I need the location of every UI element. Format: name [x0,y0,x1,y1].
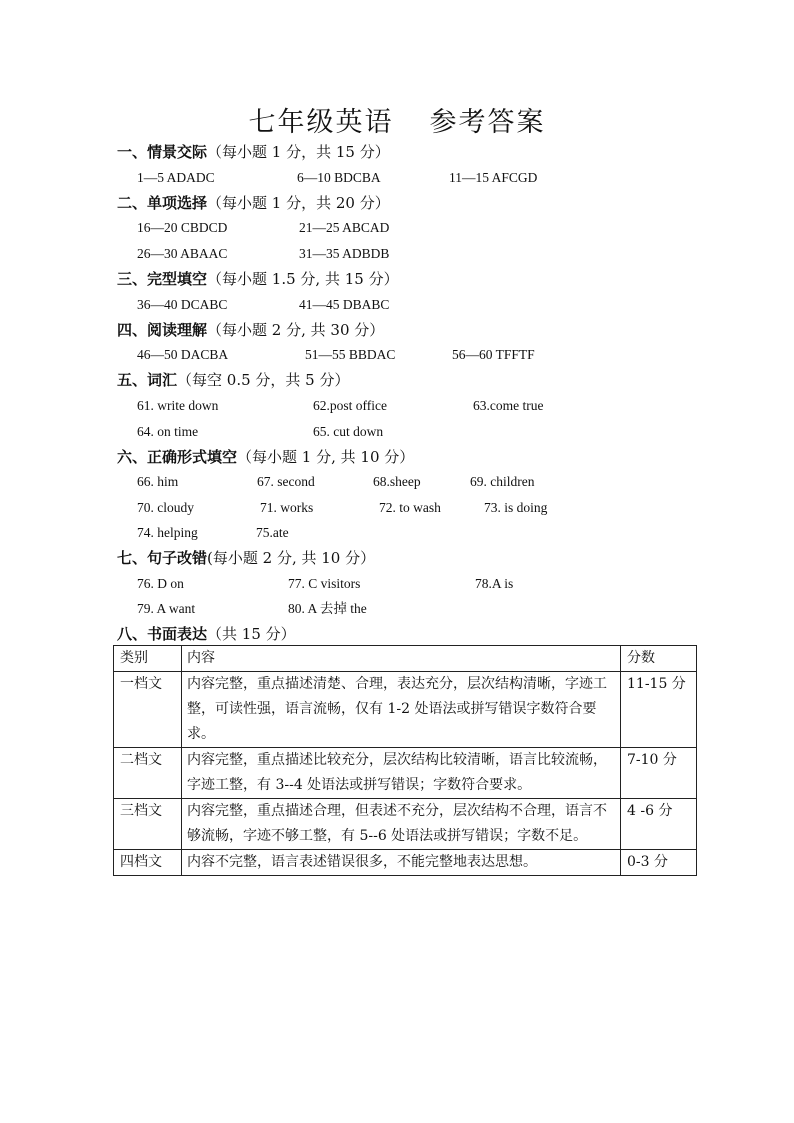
row-content: 内容完整，重点描述比较充分，层次结构比较清晰，语言比较流畅，字迹工整，有 3--4 处语法或拼写错误；字数符合要求。 [182,748,621,799]
row-level: 四档文 [114,850,182,876]
answer-62: 62.post office [313,398,387,413]
answer-68: 68.sheep [373,474,421,489]
answer-80: 80. A 去掉 the [288,601,367,616]
answer-75: 75.ate [256,525,289,540]
row-content: 内容完整，重点描述清楚、合理，表达充分，层次结构清晰，字迹工整，可读性强，语言流畅，仅有 1-2 处语法或拼写错误字数符合要求。 [182,672,621,748]
table-row [114,672,697,748]
title-sub: 参考答案 [429,107,546,138]
answer-65: 65. cut down [313,424,384,439]
answer-31-35: 31—35 ADBDB [299,246,390,261]
section-heading-2: 二、单项选择（每小题 1 分，共 20 分） [117,194,390,212]
row-level: 三档文 [114,799,182,850]
answer-72: 72. to wash [379,500,441,515]
answer-21-25: 21—25 ABCAD [299,220,390,235]
header-score: 分数 [621,646,697,672]
page-title [0,100,794,139]
answer-56-60: 56—60 TFFTF [452,347,535,362]
section-heading-3: 三、完型填空（每小题 1.5 分, 共 15 分） [117,270,399,288]
answer-76: 76. D on [137,576,184,591]
answer-61: 61. write down [137,398,219,413]
header-content: 内容 [182,646,621,672]
section-heading-5: 五、词汇（每空 0.5 分，共 5 分） [117,371,350,389]
section-heading-4: 四、阅读理解（每小题 2 分, 共 30 分） [117,321,385,339]
table-header-row [114,646,697,672]
section-heading-1: 一、情景交际（每小题 1 分，共 15 分） [117,143,390,161]
table-row [114,799,697,850]
answer-36-40: 36—40 DCABC [137,297,228,312]
row-score: 0-3 分 [621,850,697,876]
row-score: 7-10 分 [621,748,697,799]
answer-66: 66. him [137,474,179,489]
section-heading-8: 八、书面表达（共 15 分） [117,625,296,643]
answer-16-20: 16—20 CBDCD [137,220,228,235]
answer-46-50: 46—50 DACBA [137,347,229,362]
row-content: 内容不完整，语言表述错误很多，不能完整地表达思想。 [182,850,621,876]
row-score: 11-15 分 [621,672,697,748]
row-content: 内容完整，重点描述合理，但表述不充分，层次结构不合理，语言不够流畅，字迹不够工整，有 5--6 处语法或拼写错误；字数不足。 [182,799,621,850]
header-level: 类别 [114,646,182,672]
answer-79: 79. A want [137,601,196,616]
answer-74: 74. helping [137,525,198,540]
section-heading-6: 六、正确形式填空（每小题 1 分, 共 10 分） [117,448,415,466]
answer-26-30: 26—30 ABAAC [137,246,228,261]
answer-78: 78.A is [475,576,514,591]
answer-6-10: 6—10 BDCBA [297,170,381,185]
answer-67: 67. second [257,474,315,489]
answer-73: 73. is doing [484,500,548,515]
title-main: 七年级英语 [248,107,394,138]
row-level: 一档文 [114,672,182,748]
answer-69: 69. children [470,474,535,489]
grading-table [113,645,697,876]
row-level: 二档文 [114,748,182,799]
answer-63: 63.come true [473,398,544,413]
answer-71: 71. works [260,500,314,515]
section-heading-7: 七、句子改错(每小题 2 分, 共 10 分） [117,549,376,567]
answer-41-45: 41—45 DBABC [299,297,390,312]
answer-77: 77. C visitors [288,576,361,591]
answer-51-55: 51—55 BBDAC [305,347,396,362]
answer-64: 64. on time [137,424,199,439]
answer-1-5: 1—5 ADADC [137,170,215,185]
answer-11-15: 11—15 AFCGD [449,170,538,185]
row-score: 4 -6 分 [621,799,697,850]
answer-70: 70. cloudy [137,500,194,515]
table-row [114,850,697,876]
table-row [114,748,697,799]
